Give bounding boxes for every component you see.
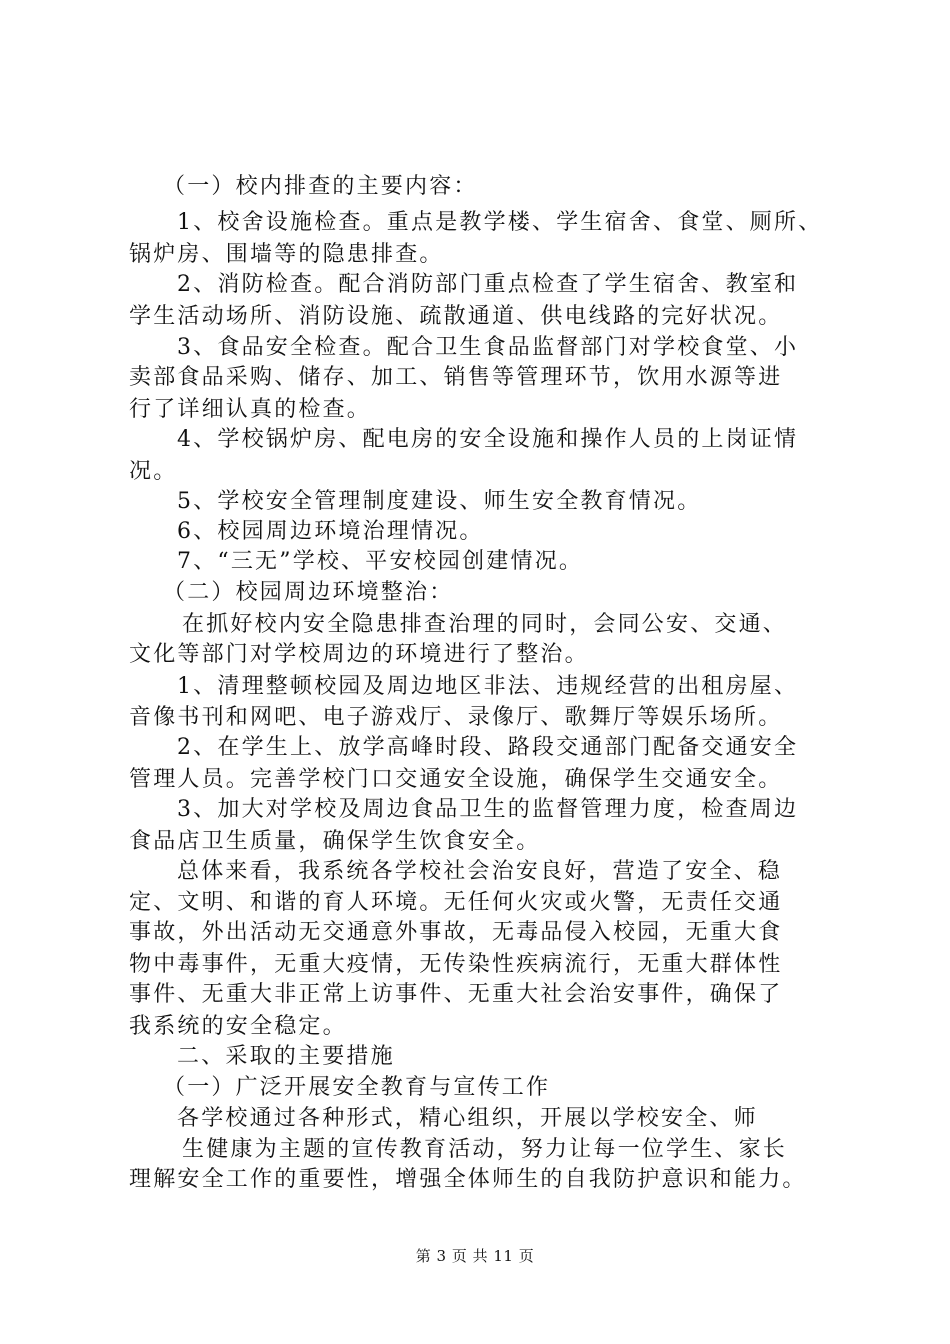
text-line: 3、加大对学校及周边食品卫生的监督管理力度，检查周边: [177, 797, 799, 822]
text-line: 5、学校安全管理制度建设、师生安全教育情况。: [177, 489, 702, 514]
text-line: 2、消防检查。配合消防部门重点检查了学生宿舍、教室和: [177, 272, 799, 297]
text-line: 况。: [129, 459, 178, 484]
text-line: 1、校舍设施检查。重点是教学楼、学生宿舍、食堂、厕所、: [177, 210, 823, 235]
text-line: 管理人员。完善学校门口交通安全设施，确保学生交通安全。: [129, 767, 783, 792]
text-line: 卖部食品采购、储存、加工、销售等管理环节，饮用水源等进: [129, 365, 783, 390]
text-line: 总体来看，我系统各学校社会治安良好，营造了安全、稳: [177, 859, 783, 884]
text-line: 我系统的安全稳定。: [129, 1014, 347, 1039]
text-line: 事故，外出活动无交通意外事故，无毒品侵入校园，无重大食: [129, 920, 783, 945]
text-line: 3、食品安全检查。配合卫生食品监督部门对学校食堂、小: [177, 335, 799, 360]
text-line: 生健康为主题的宣传教育活动，努力让每一位学生、家长: [182, 1137, 788, 1162]
text-line: 2、在学生上、放学高峰时段、路段交通部门配备交通安全: [177, 735, 799, 760]
text-line: （二）校园周边环境整治：: [163, 580, 454, 605]
text-line: 物中毒事件，无重大疫情，无传染性疾病流行，无重大群体性: [129, 952, 783, 977]
text-line: 4、学校锅炉房、配电房的安全设施和操作人员的上岗证情: [177, 427, 799, 452]
text-line: 理解安全工作的重要性，增强全体师生的自我防护意识和能力。: [129, 1167, 807, 1192]
page-number-footer: 第 3 页 共 11 页: [415, 1247, 535, 1265]
text-line: 锅炉房、围墙等的隐患排查。: [129, 242, 444, 267]
text-line: 7、“三无”学校、平安校园创建情况。: [177, 549, 584, 574]
text-line: 6、校园周边环境治理情况。: [177, 519, 484, 544]
text-line: 在抓好校内安全隐患排查治理的同时，会同公安、交通、: [182, 612, 788, 637]
text-line: 音像书刊和网吧、电子游戏厅、录像厅、歌舞厅等娱乐场所。: [129, 705, 783, 730]
text-line: 学生活动场所、消防设施、疏散通道、供电线路的完好状况。: [129, 304, 783, 329]
text-line: 二、采取的主要措施: [177, 1044, 395, 1069]
text-line: 事件、无重大非正常上访事件、无重大社会治安事件，确保了: [129, 982, 783, 1007]
text-line: 1、清理整顿校园及周边地区非法、违规经营的出租房屋、: [177, 674, 799, 699]
text-line: （一）校内排查的主要内容：: [163, 174, 478, 199]
text-line: 定、文明、和谐的育人环境。无任何火灾或火警，无责任交通: [129, 890, 783, 915]
text-line: 文化等部门对学校周边的环境进行了整治。: [129, 642, 589, 667]
text-line: （一）广泛开展安全教育与宣传工作: [163, 1075, 551, 1100]
text-line: 食品店卫生质量，确保学生饮食安全。: [129, 829, 541, 854]
text-line: 各学校通过各种形式，精心组织，开展以学校安全、师: [177, 1106, 758, 1131]
text-line: 行了详细认真的检查。: [129, 397, 372, 422]
